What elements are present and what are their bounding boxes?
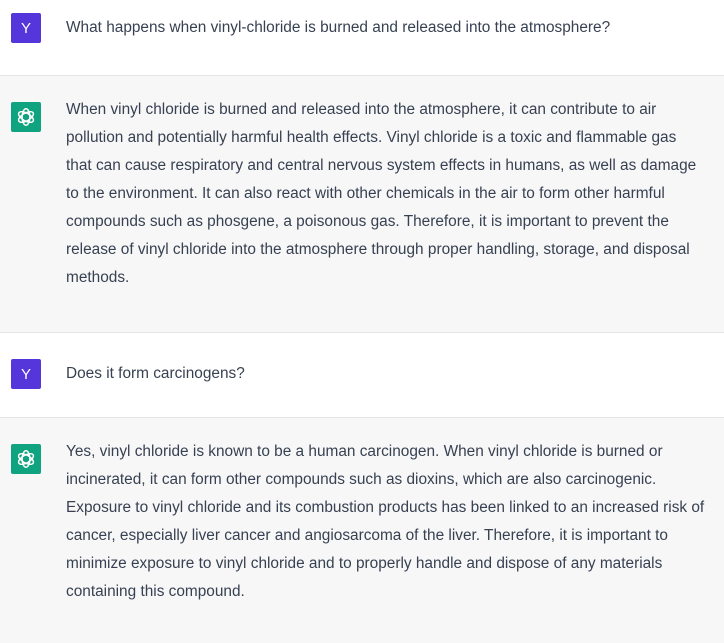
assistant-avatar — [11, 444, 41, 474]
user-avatar — [11, 13, 41, 43]
assistant-message — [0, 418, 724, 643]
user-avatar — [11, 359, 41, 389]
user-message — [0, 0, 724, 76]
user-message — [0, 333, 724, 418]
assistant-message — [0, 76, 724, 333]
user-avatar-initial: Y — [20, 365, 31, 383]
assistant-message-text: When vinyl chloride is burned and released into the atmosphere, it can contribute to air pollution and potentially harmful health effects. Vinyl chloride is a toxic and flammable gas that can cause respiratory and central nervous system effects in humans, as well as damage to the environment. It can also react with other chemicals in the air to form other harmful compounds such as phosgene, a poisonous gas. Therefore, it is important to prevent the release of vinyl chloride into the atmosphere through proper handling, storage, and disposal methods. — [66, 101, 697, 286]
assistant-message-text: Yes, vinyl chloride is known to be a human carcinogen. When vinyl chloride is burned or incinerated, it can form other compounds such as dioxins, which are also carcinogenic. Exposure to vinyl chloride and its combustion products has been linked to an increased risk of cancer, especially liver cancer and angiosarcoma of the liver. Therefore, it is important to minimize exposure to vinyl chloride and to properly handle and dispose of any materials containing this compound. — [66, 443, 705, 600]
openai-logo-icon — [15, 448, 37, 470]
user-avatar-initial: Y — [20, 19, 31, 37]
user-message-text: Does it form carcinogens? — [66, 365, 245, 382]
openai-logo-icon — [15, 106, 37, 128]
user-message-text: What happens when vinyl-chloride is burned and released into the atmosphere? — [66, 19, 611, 36]
assistant-avatar — [11, 102, 41, 132]
